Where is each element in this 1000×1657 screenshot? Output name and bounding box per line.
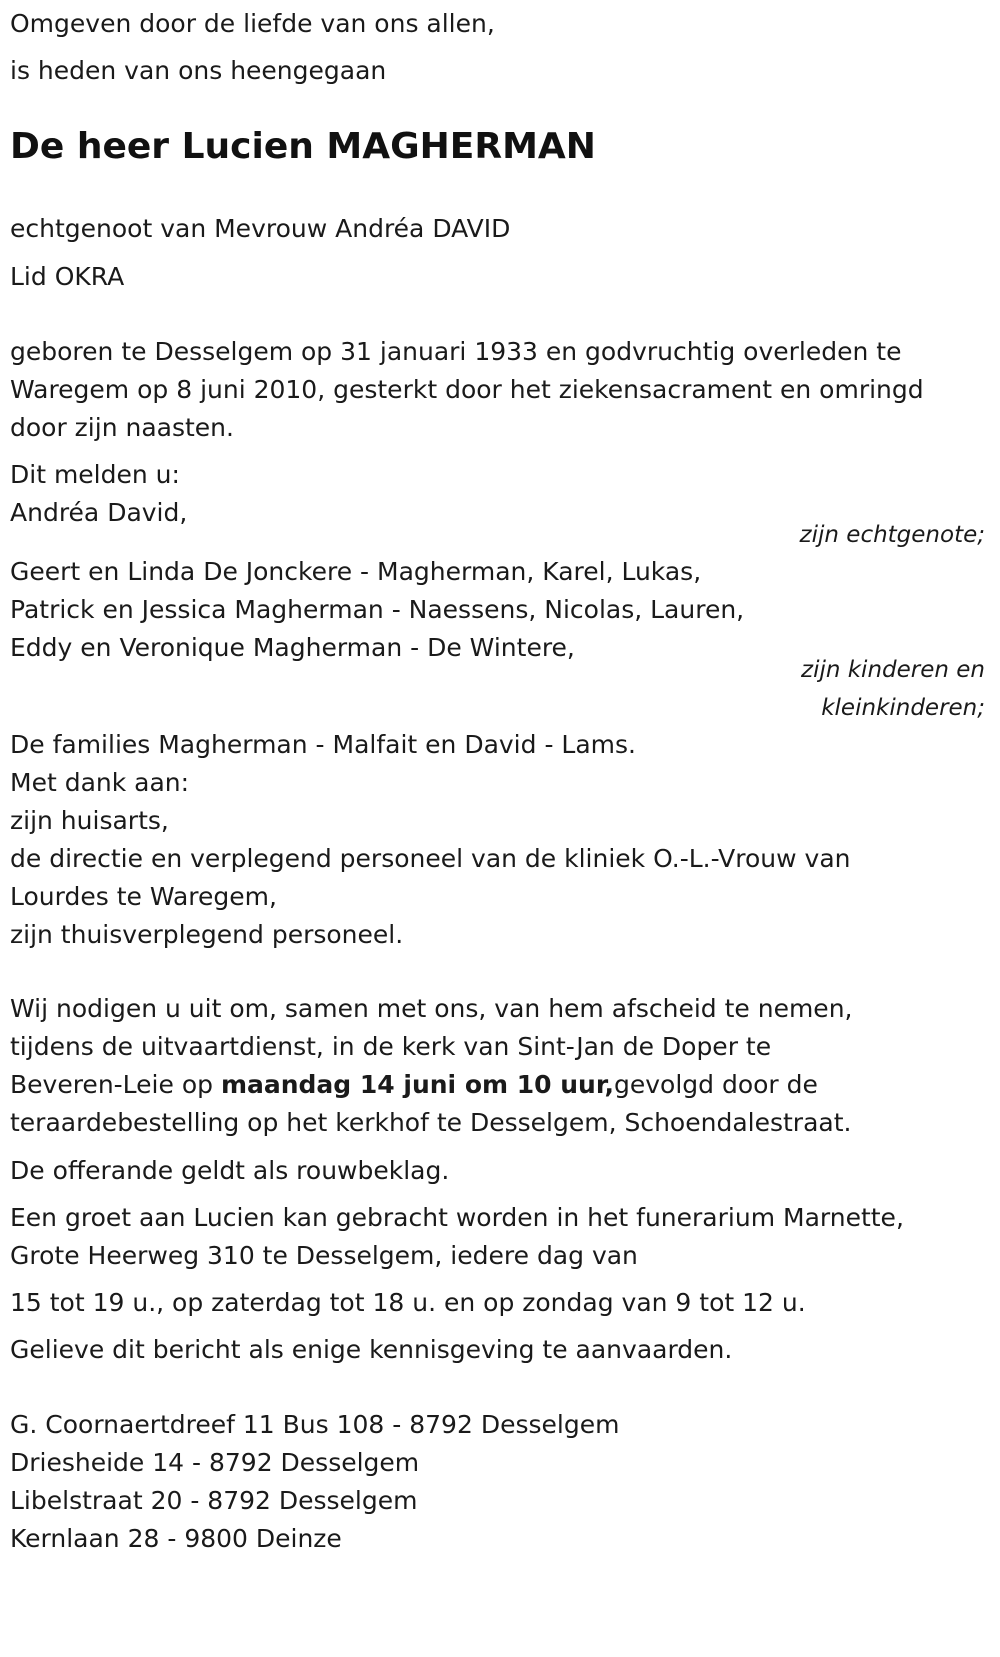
thanks-item-2: de directie en verplegend personeel van de kliniek O.-L.-Vrouw van xyxy=(10,844,851,873)
address-line-2: Driesheide 14 - 8792 Desselgem xyxy=(10,1448,420,1477)
visitation-line-1: Een groet aan Lucien kan gebracht worden in het funerarium Marnette, xyxy=(10,1203,904,1232)
membership-line: Lid OKRA xyxy=(10,262,125,291)
children-role-line-2: kleinkinderen; xyxy=(821,695,985,721)
address-line-4: Kernlaan 28 - 9800 Deinze xyxy=(10,1524,342,1553)
offering-line: De offerande geldt als rouwbeklag. xyxy=(10,1156,450,1185)
children-role-line-1: zijn kinderen en xyxy=(801,657,985,683)
ceremony-line-3-prefix: Beveren-Leie op xyxy=(10,1070,221,1099)
children-line-3: Eddy en Veronique Magherman - De Wintere, xyxy=(10,633,575,662)
thanks-item-3: Lourdes te Waregem, xyxy=(10,882,277,911)
ceremony-line-1: Wij nodigen u uit om, samen met ons, van hem afscheid te nemen, xyxy=(10,994,853,1023)
intro-line-2: is heden van ons heengegaan xyxy=(10,56,387,85)
families-line: De families Magherman - Malfait en David - Lams. xyxy=(10,730,636,759)
children-line-2: Patrick en Jessica Magherman - Naessens, Nicolas, Lauren, xyxy=(10,595,745,624)
visitation-line-2: Grote Heerweg 310 te Desselgem, iedere dag van xyxy=(10,1241,638,1270)
ceremony-line-3-suffix: gevolgd door de xyxy=(614,1070,818,1099)
intro-line-1: Omgeven door de liefde van ons allen, xyxy=(10,9,495,38)
visitation-line-3: 15 tot 19 u., op zaterdag tot 18 u. en op zondag van 9 tot 12 u. xyxy=(10,1288,806,1317)
spouse-role: zijn echtgenote; xyxy=(799,522,985,548)
thanks-item-1: zijn huisarts, xyxy=(10,806,169,835)
children-line-1: Geert en Linda De Jonckere - Magherman, Karel, Lukas, xyxy=(10,557,702,586)
spouse-announcer: Andréa David, xyxy=(10,498,188,527)
notice-line: Gelieve dit bericht als enige kennisgeving te aanvaarden. xyxy=(10,1335,733,1364)
spouse-line: echtgenoot van Mevrouw Andréa DAVID xyxy=(10,214,511,243)
ceremony-line-2: tijdens de uitvaartdienst, in de kerk van Sint-Jan de Doper te xyxy=(10,1032,772,1061)
ceremony-line-3 xyxy=(10,1066,818,1104)
ceremony-date-time: maandag 14 juni om 10 uur, xyxy=(220,1070,614,1099)
thanks-heading: Met dank aan: xyxy=(10,768,190,797)
address-line-1: G. Coornaertdreef 11 Bus 108 - 8792 Desselgem xyxy=(10,1410,620,1439)
announcers-heading: Dit melden u: xyxy=(10,460,180,489)
ceremony-line-4: teraardebestelling op het kerkhof te Desselgem, Schoendalestraat. xyxy=(10,1108,852,1137)
deceased-name: De heer Lucien MAGHERMAN xyxy=(10,126,596,167)
birth-death-line-2: Waregem op 8 juni 2010, gesterkt door het ziekensacrament en omringd xyxy=(10,375,924,404)
birth-death-line-3: door zijn naasten. xyxy=(10,413,234,442)
birth-death-line-1: geboren te Desselgem op 31 januari 1933 en godvruchtig overleden te xyxy=(10,337,902,366)
address-line-3: Libelstraat 20 - 8792 Desselgem xyxy=(10,1486,418,1515)
thanks-item-4: zijn thuisverplegend personeel. xyxy=(10,920,404,949)
